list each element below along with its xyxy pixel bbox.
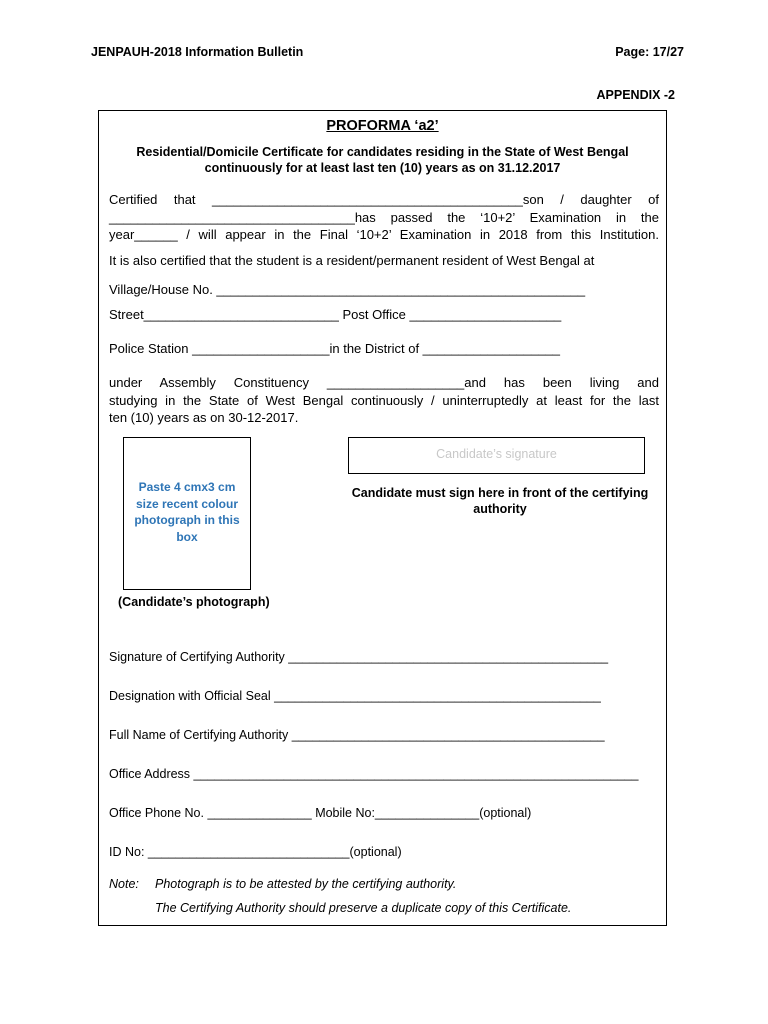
street-post-office-field: Street___________________________ Post Office _____________________ — [109, 307, 562, 322]
certified-line-2: __________________________________has passed the ‘10+2’ Examination in the — [109, 209, 659, 225]
bulletin-title: JENPAUH-2018 Information Bulletin — [91, 45, 304, 59]
designation-seal-field: Designation with Official Seal _______________________________________________ — [109, 689, 601, 703]
signature-instruction: Candidate must sign here in front of the certifying authority — [351, 486, 649, 516]
assembly-line-1: under Assembly Constituency ___________________and has been living and — [109, 375, 659, 390]
authority-full-name-field: Full Name of Certifying Authority _____________________________________________ — [109, 728, 605, 742]
candidate-signature-box: Candidate’s signature — [348, 437, 645, 474]
certified-line-3: year______ / will appear in the Final ‘10+2’ Examination in 2018 from this Institution. — [109, 227, 659, 242]
photograph-box — [123, 437, 251, 590]
resident-statement: It is also certified that the student is a resident/permanent resident of West Bengal at — [109, 253, 595, 268]
assembly-paragraph — [109, 374, 659, 427]
note-label: Note: — [109, 877, 139, 891]
page-number: Page: 17/27 — [615, 45, 684, 59]
signature-authority-field: Signature of Certifying Authority ______________________________________________ — [109, 650, 609, 664]
photograph-caption: (Candidate’s photograph) — [118, 595, 270, 609]
certificate-subtitle — [119, 144, 646, 176]
subtitle-line-2: continuously for at least last ten (10) years as on 31.12.2017 — [204, 161, 561, 175]
assembly-line-2: studying in the State of West Bengal continuously / uninterruptedly at least for the last — [109, 392, 659, 408]
assembly-line-3: ten (10) years as on 30-12-2017. — [109, 410, 299, 425]
office-address-field: Office Address ________________________________________________________________ — [109, 767, 639, 781]
subtitle-line-1: Residential/Domicile Certificate for candidates residing in the State of West Bengal — [136, 145, 629, 159]
photograph-instructions: Paste 4 cmx3 cm size recent colour photograph in this box — [134, 480, 240, 544]
certified-paragraph — [109, 191, 659, 244]
phone-mobile-field: Office Phone No. _______________ Mobile No:_______________(optional) — [109, 806, 532, 820]
proforma-title: PROFORMA ‘a2’ — [326, 118, 439, 134]
note-line-2: The Certifying Authority should preserve a duplicate copy of this Certificate. — [155, 901, 572, 915]
police-district-field: Police Station ___________________in the District of ___________________ — [109, 341, 561, 356]
village-house-field: Village/House No. ___________________________________________________ — [109, 282, 586, 297]
certified-line-1: Certified that ___________________________________________son / daughter of — [109, 192, 659, 207]
id-number-field: ID No: _____________________________(optional) — [109, 845, 402, 859]
note-line-1: Photograph is to be attested by the certifying authority. — [155, 877, 457, 891]
appendix-label: APPENDIX -2 — [596, 88, 675, 102]
note-block — [109, 877, 456, 891]
certificate-frame — [98, 110, 667, 926]
